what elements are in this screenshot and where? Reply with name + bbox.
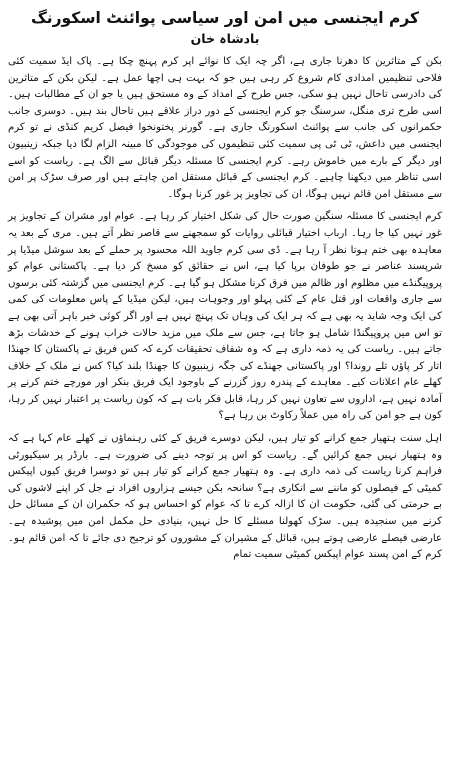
article-body: [8, 54, 442, 564]
article-paragraph-3: اہل سنت ہتھیار جمع کرانے کو تیار ہیں، لیکن دوسرے فریق کے کئی رہنماؤں نے کھلے عام کہا ہے کہ وہ ہتھیار نہیں جمع کرائیں گے۔ ریاست کو اس پر توجہ دینے کی ضرورت ہے۔ بارڈر پر سیکیورٹی فراہم کرنا ریاست کی ذمہ داری ہے۔ وہ ہتھیار جمع کرانے کو تیار ہیں تو دوسرا فریق کیوں اپیکس کمیٹی کے فیصلوں کو ماننے سے انکاری ہے؟ سانحہ بکن جیسے ہزاروں افراد نے جل کر اپنے لاشوں کی بے حرمتی کی گئی، حکومت ان کا ازالہ کرے تا کہ عوام کو احساس ہو کہ حکمران ان کے مسائل حل کرنے میں سنجیدہ ہیں۔ سڑک کھولنا مسئلے کا حل نہیں، بنیادی حل مکمل امن میں پوشیدہ ہے۔ عارضی فیصلے عارضی ہوتے ہیں، قبائل کے مشیران کے مشوروں کو ترجیح دی جائے تا کہ امن قائم ہو۔ کرم کے امن پسند عوام اپیکس کمیٹی سمیت تمام: [8, 433, 442, 561]
article-headline: کرم ایجنسی میں امن اور سیاسی پوائنٹ اسکورنگ: [30, 9, 420, 27]
article-author: بادشاہ خان: [190, 31, 260, 46]
article-paragraph-1: بکن کے متاثرین کا دھرنا جاری ہے، اگر چہ ایک کا نوائے اپر کرم پہنچ چکا ہے۔ پاک ایڈ سمیت کئی فلاحی تنظیمیں امدادی کام شروع کر رہی ہیں جو کہ بہت ہی اچھا عمل ہے۔ لیکن بکن کے متاثرین کی دادرسی تاحال نہیں ہو سکی، جس طرح کے امداد کے وہ مستحق ہیں یا جو ان کے مطالبات ہیں۔ اسی طرح تری منگل، سرسنگ جو کرم ایجنسی کے دور دراز علاقے ہیں تاحال بند ہیں۔ دوسری جانب حکمرانوں کی جانب سے پوائنٹ اسکورنگ جاری ہے۔ گورنر پختونخوا فیصل کریم کنڈی نے تو کرم ایجنسی میں داعش، ٹی ٹی پی سمیت کئی تنظیموں کی موجودگی کا مبینہ الزام لگا دیا جبکہ زینبیون اور دیگر کے بارے میں خاموش رہے۔ کرم ایجنسی کا مسئلہ دیگر قبائل سے الگ ہے۔ ریاست کو اسے اسی تناظر میں دیکھنا چاہیے۔ کرم ایجنسی کے قبائل مستقل امن چاہتے ہیں اور صرف سڑک پر امن سے مستقل امن قائم نہیں ہوگا، ان کی تجاویز پر غور کرنا ہوگا۔: [8, 56, 442, 200]
article-paragraph-2: کرم ایجنسی کا مسئلہ سنگین صورت حال کی شکل اختیار کر رہا ہے۔ عوام اور مشران کے تجاویز پر غور نہیں کیا جا رہا۔ ارباب اختیار قبائلی روایات کو سمجھنے سے قاصر نظر آتے ہیں۔ مری کے بعد یہ معاہدہ بھی ختم ہوتا نظر آ رہا ہے۔ ڈی سی کرم جاوید اللہ محسود پر حملے کے بعد سوشل میڈیا پر شرپسند عناصر نے جو طوفان برپا کیا ہے، اس نے حقائق کو مسخ کر دیا ہے۔ پاکستانی عوام کو پروپیگنڈے میں مظلوم اور ظالم میں فرق کرنا مشکل ہو گیا ہے۔ کرم ایجنسی میں گزشتہ کئی برسوں سے جاری واقعات اور قتل عام کے کئی پہلو اور وجوہات ہیں، لیکن میڈیا کے پاس معلومات کی کمی کی ایک وجہ شاید یہ بھی ہے کہ ہر ایک کی وہاں تک پہنچ نہیں ہے اور اگر کوئی خبر باہر آتی بھی ہے تو اس میں پروپیگنڈا شامل ہو جاتا ہے، جس سے ملک میں مزید حالات خراب ہونے کے خدشات بڑھ جاتے ہیں۔ ریاست کی یہ ذمہ داری ہے کہ وہ شفاف تحقیقات کرے کہ کس فریق نے پاکستان کا جھنڈا اتار کر پاؤں تلے روندا؟ اور پاکستانی جھنڈے کی جگہ زینبیون کا جھنڈا بلند کیا؟ کس نے ملک کے خلاف کھلے عام اعلانات کیے۔ معاہدے کے پندرہ روز گزرنے کے باوجود ایک فریق بنکر اور مورچے ختم کرنے پر آمادہ نہیں ہے، اداروں سے تعاون نہیں کر رہا، قابل فکر بات ہے کہ کون ریاست پر اعتبار نہیں کر رہا، کون ہے جو امن کی راہ میں عملاً رکاوٹ بن رہا ہے؟: [8, 211, 442, 422]
